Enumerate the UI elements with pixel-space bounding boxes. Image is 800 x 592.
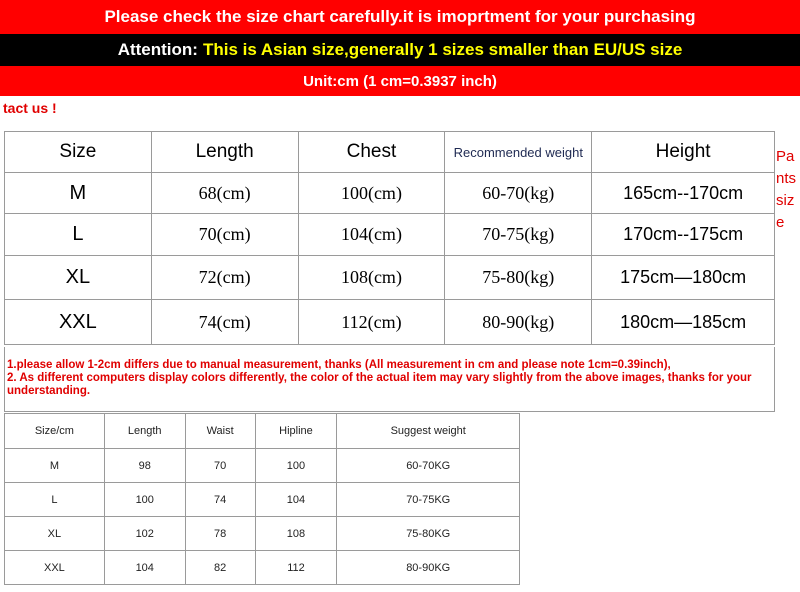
header-hipline: Hipline [255,414,337,449]
cell-weight: 70-75(kg) [445,214,592,256]
cell-size: XL [5,517,105,551]
cell-length: 72(cm) [151,256,298,300]
header-length: Length [104,414,185,449]
cell-waist: 82 [185,551,255,585]
cell-size: XL [5,256,152,300]
table-row [5,517,520,551]
cell-hipline: 112 [255,551,337,585]
cell-length: 68(cm) [151,173,298,214]
cell-weight: 80-90KG [337,551,520,585]
header-length: Length [151,132,298,173]
cell-hipline: 108 [255,517,337,551]
banner-attention [0,34,800,66]
cell-length: 70(cm) [151,214,298,256]
cell-chest: 100(cm) [298,173,445,214]
cell-length: 98 [104,449,185,483]
attention-label: Attention: [117,40,198,59]
table-header-row [5,132,775,173]
note-2: 2. As different computers display colors differently, the color of the actual item may vary slightly from the above images, thanks for your understanding. [7,372,752,397]
cell-chest: 104(cm) [298,214,445,256]
header-suggest-weight: Suggest weight [337,414,520,449]
cell-waist: 78 [185,517,255,551]
cell-length: 74(cm) [151,300,298,345]
cell-length: 100 [104,483,185,517]
cell-weight: 70-75KG [337,483,520,517]
cell-waist: 74 [185,483,255,517]
header-chest: Chest [298,132,445,173]
cell-size: L [5,483,105,517]
pants-size-fragment: Pants size [776,148,797,231]
table-row [5,551,520,585]
cell-weight: 60-70(kg) [445,173,592,214]
header-size-cm: Size/cm [5,414,105,449]
cell-chest: 108(cm) [298,256,445,300]
table-header-row [5,414,520,449]
banner-line-1: Please check the size chart carefully.it is imoprtment for your purchasing [104,7,696,26]
cell-height: 170cm--175cm [592,214,775,256]
cell-weight: 60-70KG [337,449,520,483]
banner-unit [0,66,800,96]
cell-height: 180cm—185cm [592,300,775,345]
table-row [5,256,775,300]
header-size: Size [5,132,152,173]
cell-height: 175cm—180cm [592,256,775,300]
cell-size: XXL [5,300,152,345]
attention-text: This is Asian size,generally 1 sizes smaller than EU/US size [202,40,683,59]
cell-size: M [5,173,152,214]
unit-text: Unit:cm (1 cm=0.3937 inch) [303,72,497,90]
cell-weight: 80-90(kg) [445,300,592,345]
header-recommended-weight: Recommended weight [445,132,592,173]
banner-size-chart-warning [0,0,800,36]
note-1: 1.please allow 1-2cm differs due to manual measurement, thanks (All measurement in cm and please note 1cm=0.39inch), [7,359,671,371]
contact-us-fragment: tact us ! [3,100,57,116]
header-height: Height [592,132,775,173]
top-size-table [4,131,775,345]
table-row [5,449,520,483]
cell-size: XXL [5,551,105,585]
pants-size-table [4,413,520,585]
cell-size: M [5,449,105,483]
cell-weight: 75-80(kg) [445,256,592,300]
table-row [5,300,775,345]
cell-height: 165cm--170cm [592,173,775,214]
cell-length: 104 [104,551,185,585]
cell-length: 102 [104,517,185,551]
header-waist: Waist [185,414,255,449]
measurement-notes [4,347,775,412]
cell-waist: 70 [185,449,255,483]
cell-size: L [5,214,152,256]
cell-hipline: 104 [255,483,337,517]
cell-chest: 112(cm) [298,300,445,345]
table-row [5,173,775,214]
table-row [5,214,775,256]
table-row [5,483,520,517]
cell-hipline: 100 [255,449,337,483]
cell-weight: 75-80KG [337,517,520,551]
